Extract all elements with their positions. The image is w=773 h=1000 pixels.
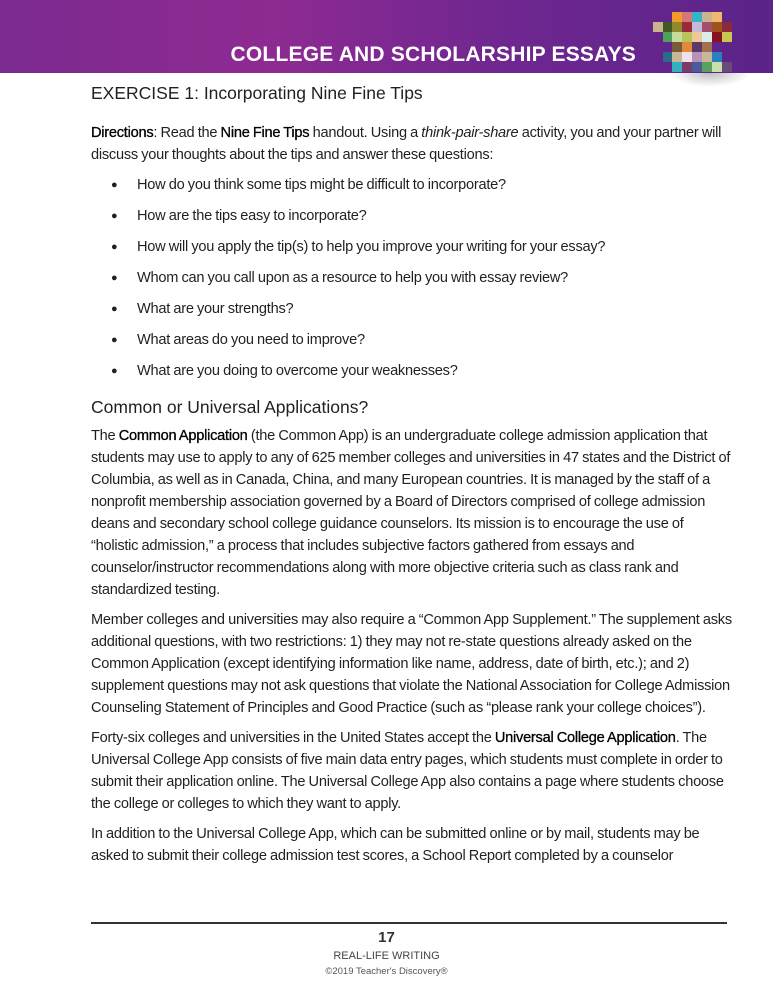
- mosaic-tile: [692, 32, 702, 42]
- book-title: REAL-LIFE WRITING: [333, 950, 440, 962]
- text: handout. Using a: [309, 125, 422, 141]
- list-item: ● What are you doing to overcome your weaknesses?: [91, 360, 733, 382]
- page-header: [0, 0, 773, 73]
- mosaic-tile: [672, 22, 682, 32]
- mosaic-tile: [692, 42, 702, 52]
- mosaic-tile: [692, 12, 702, 22]
- mosaic-tile: [682, 52, 692, 62]
- mosaic-tile: [682, 22, 692, 32]
- mosaic-tile: [712, 62, 722, 72]
- paragraph: [91, 425, 733, 601]
- mosaic-tile: [722, 22, 732, 32]
- paragraph: [91, 727, 733, 815]
- copyright: ©2019 Teacher's Discovery®: [325, 966, 448, 977]
- mosaic-tile: [682, 12, 692, 22]
- mosaic-tile: [672, 42, 682, 52]
- page-number: 17: [378, 929, 395, 946]
- mosaic-tile: [692, 62, 702, 72]
- list-item: ● What are your strengths?: [91, 298, 733, 320]
- list-item: ● What areas do you need to improve?: [91, 329, 733, 351]
- list-item: ● How will you apply the tip(s) to help you improve your writing for your essay?: [91, 236, 733, 258]
- mosaic-tile: [722, 62, 732, 72]
- section-title: Common or Universal Applications?: [91, 397, 369, 417]
- mosaic-tile: [712, 12, 722, 22]
- directions: [91, 122, 733, 166]
- mosaic-tile: [692, 52, 702, 62]
- mosaic-tile: [653, 22, 663, 32]
- paragraph: In addition to the Universal College App, which can be submitted online or by mail, students may be asked to submit their college admission test scores, a School Report completed by a counselor: [91, 826, 700, 864]
- footer-divider: [91, 922, 727, 924]
- mosaic-tile: [712, 32, 722, 42]
- mosaic-tile: [702, 42, 712, 52]
- mosaic-tile: [702, 52, 712, 62]
- term: Universal College Application: [494, 730, 676, 746]
- page-content: [91, 78, 733, 875]
- text: The: [91, 428, 119, 444]
- activity-name: think-pair-share: [421, 125, 519, 141]
- mosaic-tile: [672, 12, 682, 22]
- mosaic-tile: [722, 32, 732, 42]
- mosaic-tile: [702, 32, 712, 42]
- mosaic-tile: [682, 62, 692, 72]
- text: (the Common App) is an undergraduate college admission application that students may use to apply to any of 625 member colleges and universities in 47 states and the District of Columbia, as well as in Canada, China, and many European countries. It is managed by the staff of a nonprofit membership association governed by a Board of Directors comprised of college admission deans and secondary school college guidance counselors. Its mission is to encourage the use of “holistic admission,” a process that includes subjective factors gathered from essays and counselor/instructor recommendations along with more objective criteria such as class rank and standardized testing.: [91, 428, 731, 598]
- mosaic-tile: [672, 52, 682, 62]
- text: activity, you and your partner will discuss your thoughts about the tips and answer these questions:: [91, 125, 722, 163]
- question-list: [91, 174, 733, 382]
- mosaic-tile: [702, 12, 712, 22]
- mosaic-tile: [682, 32, 692, 42]
- mosaic-tile: [682, 42, 692, 52]
- directions-label: Directions: [91, 125, 154, 141]
- handout-name: Nine Fine Tips: [220, 125, 310, 141]
- header-title: COLLEGE AND SCHOLARSHIP ESSAYS: [230, 43, 636, 66]
- mosaic-tile: [672, 62, 682, 72]
- text: : Read the: [153, 125, 221, 141]
- paragraph: Member colleges and universities may also require a “Common App Supplement.” The supplement asks additional questions, with two restrictions: 1) they may not re-state questions already asked on the Common Application (except identifying information like name, address, date of birth, etc.); and 2) supplement questions may not ask questions that violate the National Association for College Admission Counseling Statement of Principles and Good Practice (such as “please rank your college choices”).: [91, 612, 732, 716]
- text: Forty-six colleges and universities in the United States accept the: [91, 730, 495, 746]
- exercise-title: EXERCISE 1: Incorporating Nine Fine Tips: [91, 83, 423, 103]
- mosaic-tile: [702, 22, 712, 32]
- mosaic-tile: [712, 22, 722, 32]
- list-item: ● How do you think some tips might be difficult to incorporate?: [91, 174, 733, 196]
- list-item: ● How are the tips easy to incorporate?: [91, 205, 733, 227]
- mosaic-tile: [692, 22, 702, 32]
- term: Common Application: [118, 428, 248, 444]
- mosaic-tile: [712, 52, 722, 62]
- list-item: ● Whom can you call upon as a resource to help you with essay review?: [91, 267, 733, 289]
- mosaic-tile: [702, 62, 712, 72]
- text: . The Universal College App consists of five main data entry pages, which students must complete in order to submit their application online. The Universal College App also contains a page where students choose the college or colleges to which they want to apply.: [91, 730, 724, 812]
- mosaic-tile: [672, 32, 682, 42]
